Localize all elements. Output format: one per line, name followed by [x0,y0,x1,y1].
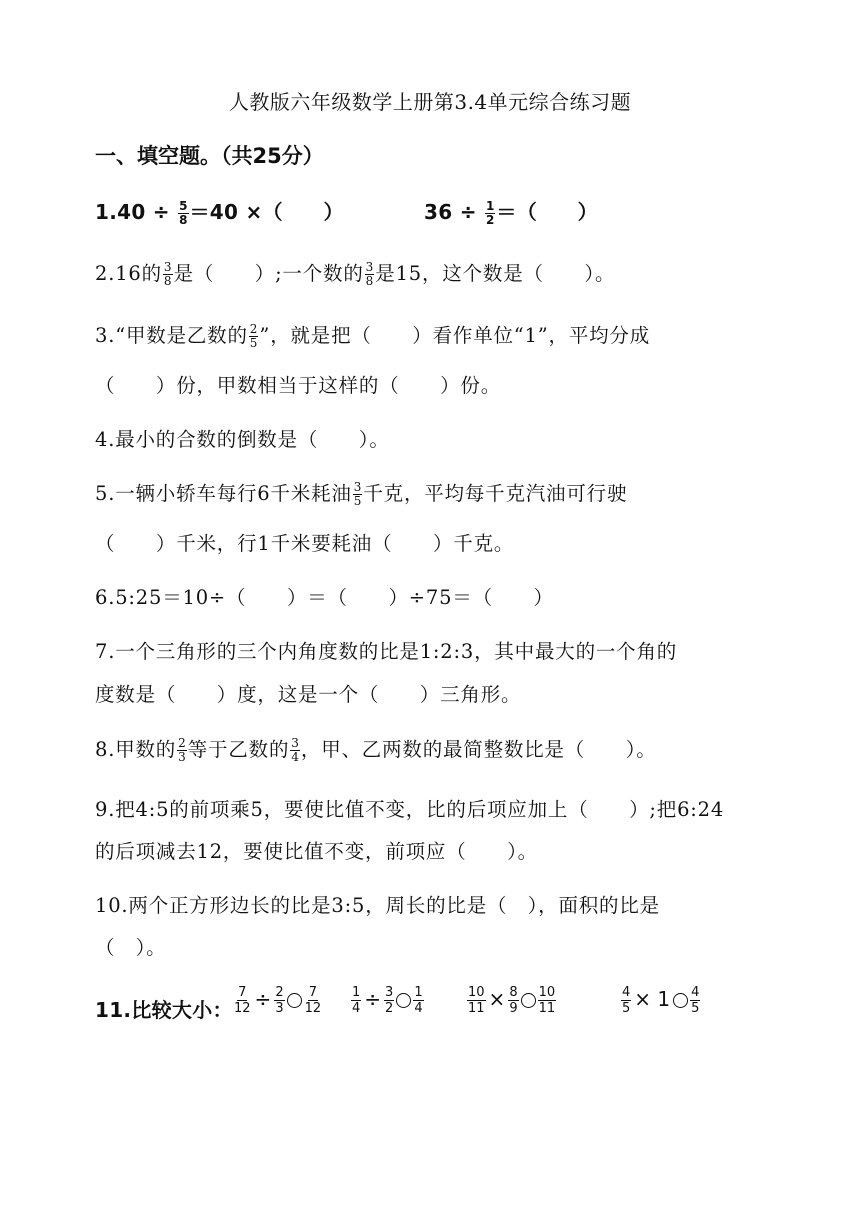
fraction [233,985,252,1016]
denominator: 5 [691,1001,700,1016]
numerator: 2 [178,736,186,750]
question-5-line-1 [95,478,627,508]
numerator: 1 [414,985,423,1000]
question-8 [95,734,657,764]
q1a-prefix: 1.40 ÷ [95,200,170,224]
fraction [365,261,375,288]
fraction [163,261,173,288]
denominator: 4 [291,750,299,764]
numerator: 3 [385,985,394,1000]
section-heading: 一、填空题。（共25分） [95,144,324,168]
question-4: 4.最小的合数的倒数是（ ）。 [95,428,390,451]
denominator: 2 [486,213,495,227]
fraction [304,985,323,1016]
question-5-line-2: （ ）千米，行1千米要耗油（ ）千克。 [95,532,515,555]
question-7-line-2: 度数是（ ）度，这是一个（ ）三角形。 [95,683,522,706]
fraction [508,985,518,1016]
question-9-line-2: 的后项减去12，要使比值不变，前项应（ ）。 [95,840,538,863]
page-title: 人教版六年级数学上册第3.4单元综合练习题 [228,90,632,114]
compare-circle-blank[interactable] [673,993,688,1008]
numerator: 7 [308,985,317,1000]
question-1b [424,196,598,227]
fraction [177,737,187,764]
text: 等于乙数的 [187,738,290,761]
denominator: 5 [249,336,258,350]
fraction [690,985,700,1016]
compare-circle-blank[interactable] [287,993,302,1008]
fraction [353,481,363,508]
numerator: 2 [249,322,258,336]
operator: ÷ [364,987,382,1011]
question-11-label: 11.比较大小： [95,998,233,1022]
numerator: 2 [275,985,284,1000]
denominator: 12 [234,1001,251,1016]
question-6: 6.5:25＝10÷（ ）＝（ ）÷75＝（ ） [95,586,554,609]
denominator: 4 [352,1001,361,1016]
numerator: 4 [691,985,700,1000]
numerator: 1 [352,985,361,1000]
numerator: 3 [163,260,172,274]
numerator: 8 [509,985,518,1000]
fraction [538,985,557,1016]
operator: × 1 [634,987,671,1011]
denominator: 2 [385,1001,394,1016]
numerator: 3 [291,736,299,750]
question-3-line-2: （ ）份，甲数相当于这样的（ ）份。 [95,374,502,397]
compare-expression-3 [466,985,557,1016]
numerator: 3 [353,480,362,494]
denominator: 8 [179,213,188,227]
text: 5.一辆小轿车每行6千米耗油 [95,482,352,505]
question-10-line-2: （ ）。 [95,936,167,959]
denominator: 12 [304,1001,322,1016]
fraction [413,985,423,1016]
fraction [178,200,188,227]
denominator: 3 [275,1001,284,1016]
numerator: 3 [365,260,374,274]
compare-expression-4 [620,985,701,1016]
text: 2.16的 [95,262,162,285]
numerator: 10 [468,985,485,1000]
text: 是15，这个数是（ ）。 [375,262,616,285]
denominator: 11 [538,1001,556,1016]
denominator: 5 [622,1001,631,1016]
text: 8.甲数的 [95,738,177,761]
compare-expression-2 [350,985,425,1016]
fraction [384,985,394,1016]
question-1a [95,196,344,227]
text: 是（ ）;一个数的 [173,262,364,285]
numerator: 7 [238,985,247,1000]
text: ，甲、乙两数的最简整数比是（ ）。 [300,738,657,761]
compare-circle-blank[interactable] [521,993,536,1008]
fraction [290,737,300,764]
compare-circle-blank[interactable] [396,993,411,1008]
text: 3.“甲数是乙数的 [95,324,248,347]
question-9-line-1: 9.把4:5的前项乘5，要使比值不变，比的后项应加上（ ）;把6:24 [95,798,725,821]
question-7-line-1: 7.一个三角形的三个内角度数的比是1:2:3，其中最大的一个角的 [95,640,678,663]
numerator: 10 [538,985,556,1000]
question-2 [95,258,615,288]
fraction [274,985,284,1016]
denominator: 8 [365,274,374,288]
q1a-suffix: ＝40 ×（ ） [189,200,344,224]
fraction [621,985,631,1016]
fraction [485,200,495,227]
text: ”，就是把（ ）看作单位“1”，平均分成 [259,324,651,347]
denominator: 9 [509,1001,518,1016]
operator: × [488,987,506,1011]
fraction [351,985,361,1016]
numerator: 1 [486,199,495,213]
question-10-line-1: 10.两个正方形边长的比是3:5，周长的比是（ ），面积的比是 [95,894,660,917]
q1b-suffix: ＝（ ） [496,200,598,224]
text: 千克，平均每千克汽油可行驶 [363,482,628,505]
fraction [467,985,486,1016]
denominator: 11 [468,1001,485,1016]
q1b-prefix: 36 ÷ [424,200,477,224]
operator: ÷ [254,987,272,1011]
denominator: 3 [178,750,186,764]
fraction [249,323,259,350]
compare-expression-1 [232,985,323,1016]
denominator: 5 [353,494,362,508]
denominator: 8 [163,274,172,288]
numerator: 4 [622,985,631,1000]
numerator: 5 [179,199,188,213]
denominator: 4 [414,1001,423,1016]
question-3-line-1 [95,320,650,350]
